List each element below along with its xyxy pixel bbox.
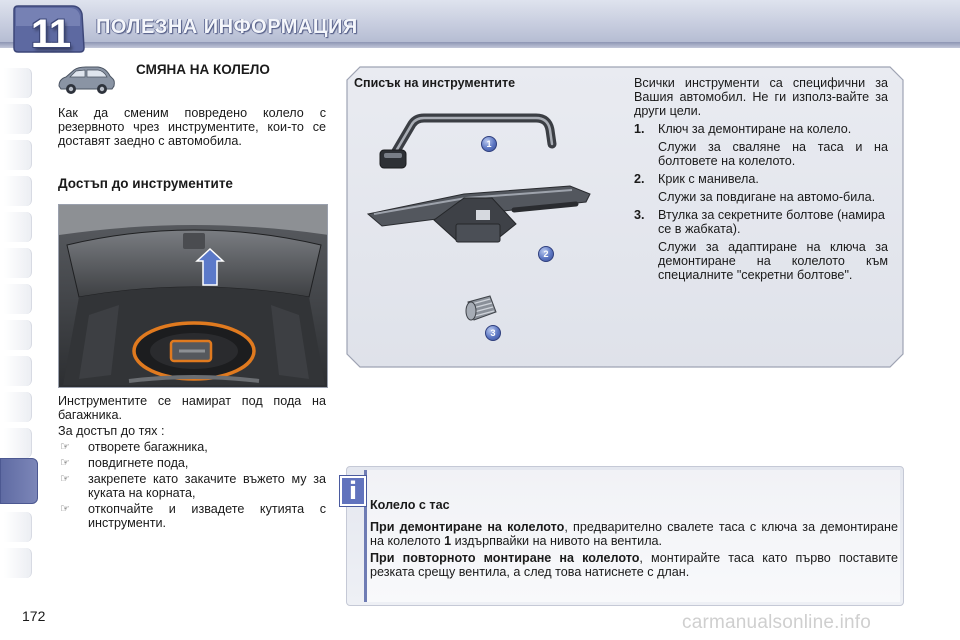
tool-number: 3. (634, 208, 645, 222)
trunk-with-spare-wheel-photo (58, 204, 328, 388)
tool-number: 2. (634, 172, 645, 186)
section-heading: СМЯНА НА КОЛЕЛО (136, 62, 270, 77)
margin-tab[interactable] (4, 140, 32, 170)
margin-tab[interactable] (4, 512, 32, 542)
margin-tab[interactable] (4, 428, 32, 458)
tools-title: Списък на инструментите (354, 76, 516, 90)
tool-item (634, 122, 888, 168)
tool-item (634, 208, 888, 282)
hatchback-car-icon (56, 62, 116, 96)
tool-name: Ключ за демонтиране на колело. (658, 122, 852, 136)
tool-badge-1: 1 (481, 136, 497, 152)
tool-desc: Служи за адаптиране на ключа за демонтиране на колелото към специалните "секретни болтове". (658, 240, 888, 282)
margin-tab[interactable] (4, 392, 32, 422)
info-removal: При демонтиране на колелото, предварително свалете таса с ключа за демонтиране на колелото 1 издърпвайки на нивото на вентила. (370, 520, 898, 548)
margin-tab[interactable] (4, 356, 32, 386)
margin-tab[interactable] (4, 248, 32, 278)
hand-pointer-icon: ☞ (60, 441, 70, 453)
chapter-tab (10, 4, 86, 54)
list-item: ☞ повдигнете пода, (60, 456, 189, 470)
tool-badge-2: 2 (538, 246, 554, 262)
access-lead: За достъп до тях : (58, 424, 165, 438)
tools-description (634, 76, 888, 286)
access-instructions (58, 394, 326, 532)
margin-tab[interactable] (4, 284, 32, 314)
margin-tab[interactable] (4, 212, 32, 242)
tool-item (634, 172, 888, 204)
info-icon: i (340, 476, 366, 506)
info-title: Колело с тас (370, 498, 450, 512)
margin-tab[interactable] (4, 176, 32, 206)
header-rule (0, 42, 960, 48)
info-text (370, 498, 898, 582)
tool-name: Втулка за секретните болтове (намира се в жабката). (658, 208, 885, 236)
hand-pointer-icon: ☞ (60, 473, 70, 485)
margin-tab[interactable] (4, 68, 32, 98)
chapter-margin-tabs (0, 60, 34, 580)
watermark: carmanualsonline.info (682, 612, 872, 633)
locking-bolt-adapter-image (464, 292, 500, 324)
page-number: 172 (22, 608, 46, 624)
tools-intro: Всички инструменти са специфични за Вашия автомобил. Не ги използ-вайте за други цели. (634, 76, 888, 118)
tool-number: 1. (634, 122, 645, 136)
intro-paragraph: Как да сменим повредено колело с резервното чрез инструментите, кои-то се доставят заедно с автомобила. (58, 106, 326, 148)
jack-with-crank-image (364, 180, 596, 250)
access-steps (58, 440, 326, 530)
list-item: ☞ закрепете като закачите въжето му за куката на корната, (60, 472, 326, 500)
tool-badge-3: 3 (485, 325, 501, 341)
access-location: Инструментите се намират под пода на багажника. (58, 394, 326, 422)
margin-tab[interactable] (4, 320, 32, 350)
page-title: ПОЛЕЗНА ИНФОРМАЦИЯ (96, 16, 358, 38)
tool-desc: Служи за повдигане на автомо-била. (658, 190, 876, 204)
hand-pointer-icon: ☞ (60, 457, 70, 469)
list-item: ☞ отворете багажника, (60, 440, 208, 454)
margin-tab[interactable] (4, 548, 32, 578)
list-item: ☞ откопчайте и извадете кутията с инструменти. (60, 502, 326, 530)
tool-name: Крик с манивела. (658, 172, 759, 186)
tool-desc: Служи за сваляне на таса и на болтовете на колелото. (658, 140, 888, 168)
margin-tab[interactable] (4, 104, 32, 134)
chapter-number: 11 (30, 12, 70, 56)
hand-pointer-icon: ☞ (60, 503, 70, 515)
info-refit: При повторното монтиране на колелото, монтирайте таса като първо поставите резката срещу вентила, а след това натиснете с длан. (370, 551, 898, 579)
margin-tab-active[interactable] (0, 458, 38, 504)
wheel-brace-image (376, 108, 560, 174)
access-heading: Достъп до инструментите (58, 176, 233, 191)
